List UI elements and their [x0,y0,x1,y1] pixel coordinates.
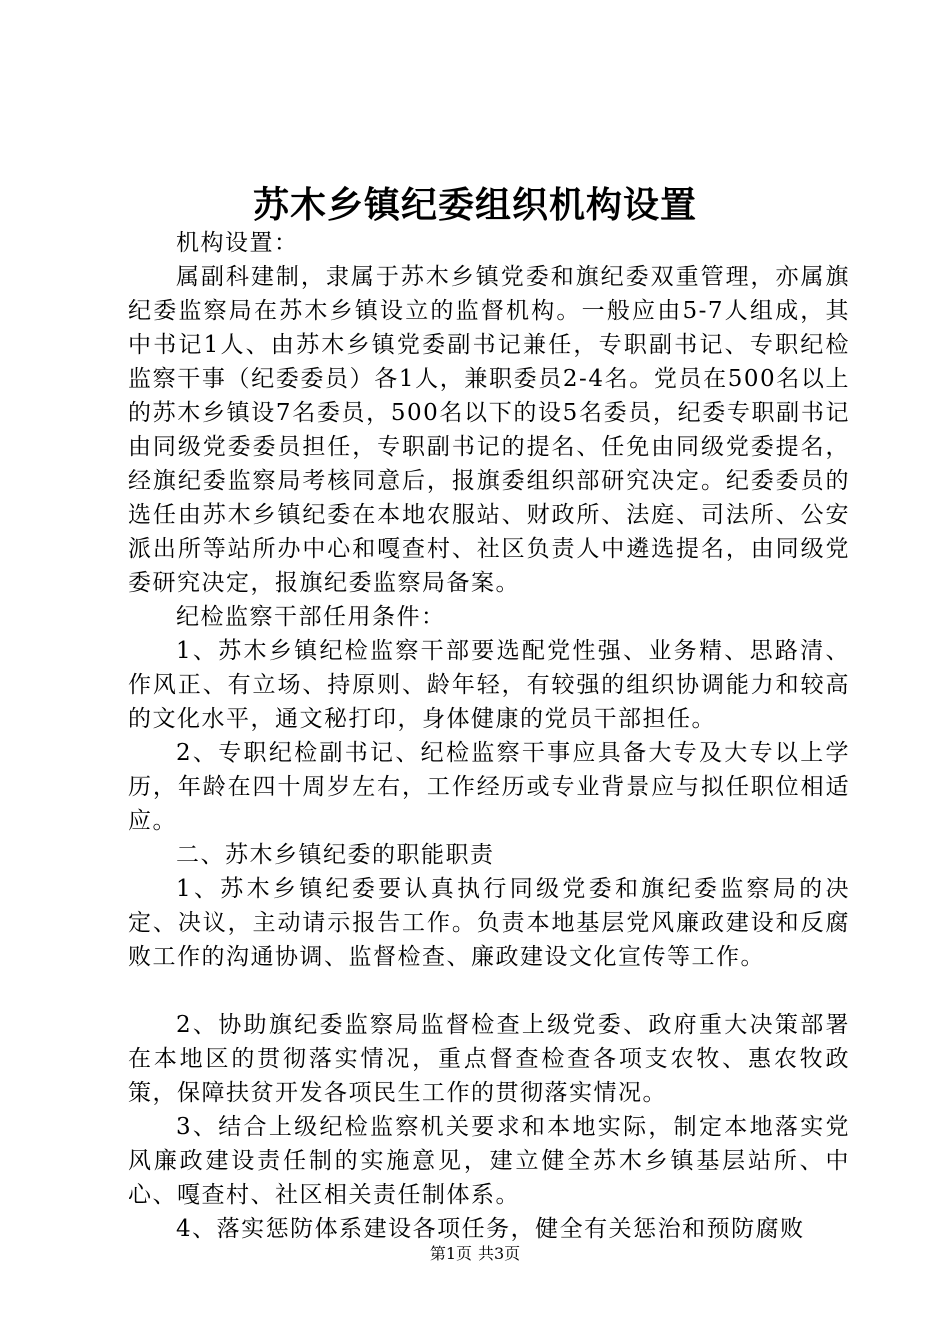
paragraph-section-heading: 二、苏木乡镇纪委的职能职责 [176,842,495,868]
document-body [128,226,850,1246]
paragraph: 2、协助旗纪委监察局监督检查上级党委、政府重大决策部署在本地区的贯彻落实情况，重点督查检查各项支农牧、惠农牧政策，保障扶贫开发各项民生工作的贯彻落实情况。 [128,1012,850,1106]
paragraph-section-heading: 机构设置： [176,230,299,256]
page-number: 第1页 [429,1244,472,1263]
paragraph: 2、专职纪检副书记、纪检监察干事应具备大专及大专以上学历，年龄在四十周岁左右，工作经历或专业背景应与拟任职位相适应。 [128,740,850,834]
paragraph: 3、结合上级纪检监察机关要求和本地实际，制定本地落实党风廉政建设责任制的实施意见，建立健全苏木乡镇基层站所、中心、嘎查村、社区相关责任制体系。 [128,1114,850,1208]
paragraph: 4、落实惩防体系建设各项任务，健全有关惩治和预防腐败 [176,1216,805,1242]
paragraph-section-heading: 纪检监察干部任用条件： [176,604,446,630]
page-footer [0,1243,950,1265]
document-title: 苏木乡镇纪委组织机构设置 [252,185,697,226]
paragraph: 1、苏木乡镇纪检监察干部要选配党性强、业务精、思路清、作风正、有立场、持原则、龄年轻，有较强的组织协调能力和较高的文化水平，通文秘打印，身体健康的党员干部担任。 [128,638,850,732]
page-total: 共3页 [478,1244,521,1263]
paragraph: 1、苏木乡镇纪委要认真执行同级党委和旗纪委监察局的决定、决议，主动请示报告工作。负责本地基层党风廉政建设和反腐败工作的沟通协调、监督检查、廉政建设文化宣传等工作。 [128,876,850,970]
paragraph: 属副科建制，隶属于苏木乡镇党委和旗纪委双重管理，亦属旗纪委监察局在苏木乡镇设立的监督机构。一般应由5-7人组成，其中书记1人、由苏木乡镇党委副书记兼任，专职副书记、专职纪检监察干事（纪委委员）各1人，兼职委员2-4名。党员在500名以上的苏木乡镇设7名委员，500名以下的设5名委员，纪委专职副书记由同级党委委员担任，专职副书记的提名、任免由同级党委提名，经旗纪委监察局考核同意后，报旗委组织部研究决定。纪委委员的选任由苏木乡镇纪委在本地农服站、财政所、法庭、司法所、公安派出所等站所办中心和嘎查村、社区负责人中遴选提名，由同级党委研究决定，报旗纪委监察局备案。 [128,264,850,596]
